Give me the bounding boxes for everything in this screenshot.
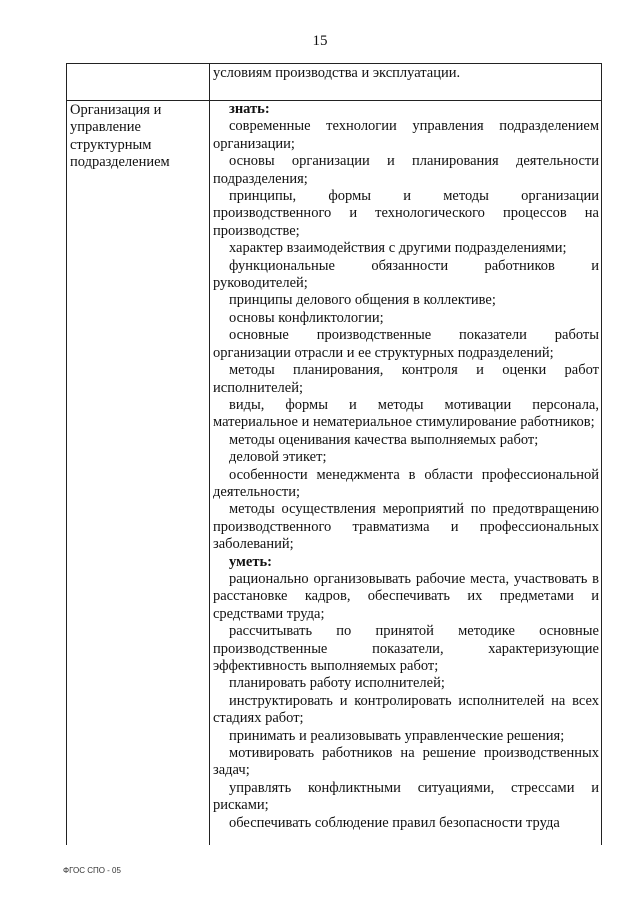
table-row-top xyxy=(67,64,601,101)
list-item: управлять конфликтными ситуациями, стрессами и рисками; xyxy=(213,779,599,814)
list-item: рационально организовывать рабочие места, участвовать в расстановке кадров, обеспечивать их предметами и средствами труда; xyxy=(213,570,599,622)
list-heading: знать: xyxy=(229,101,270,117)
footer-code: ФГОС СПО - 05 xyxy=(63,866,121,875)
list-item: мотивировать работников на решение производственных задач; xyxy=(213,745,599,779)
list-item: деловой этикет; xyxy=(229,449,327,466)
list-heading: уметь: xyxy=(229,553,272,570)
top-row-text: условиям производства и эксплуатации. xyxy=(213,65,461,81)
list-item: современные технологии управления подразделением организации; xyxy=(213,118,599,152)
list-item: особенности менеджмента в области профессиональной деятельности; xyxy=(213,466,599,500)
list-item: методы оценивания качества выполняемых работ; xyxy=(229,431,539,448)
list-item: методы осуществления мероприятий по предотвращению производственного травматизма и профессиональных заболеваний; xyxy=(213,501,599,553)
column-divider xyxy=(209,64,210,845)
list-item: принципы делового общения в коллективе; xyxy=(229,292,496,309)
section-title: Организация и управление структурным подразделением xyxy=(70,102,170,171)
list-item: обеспечивать соблюдение правил безопасности труда xyxy=(229,814,560,831)
list-item: основы конфликтологии; xyxy=(229,309,384,326)
list-item: основы организации и планирования деятельности подразделения; xyxy=(213,153,599,187)
list-item: рассчитывать по принятой методике основные производственные показатели, характеризующие эффективность выполняемых работ; xyxy=(213,623,599,674)
list-item: принимать и реализовывать управленческие решения; xyxy=(229,727,565,744)
list-item: методы планирования, контроля и оценки работ исполнителей; xyxy=(213,362,599,396)
list-item: основные производственные показатели работы организации отрасли и ее структурных подразделений; xyxy=(213,327,599,361)
list-item: планировать работу исполнителей; xyxy=(229,675,445,692)
requirements-table xyxy=(66,63,602,845)
list-item: характер взаимодействия с другими подразделениями; xyxy=(229,240,567,257)
page-number: 15 xyxy=(312,33,328,49)
list-item: виды, формы и методы мотивации персонала, материальное и нематериальное стимулирование работников; xyxy=(213,396,599,431)
list-item: инструктировать и контролировать исполнителей на всех стадиях работ; xyxy=(213,692,599,727)
list-item: функциональные обязанности работников и руководителей; xyxy=(213,257,599,292)
list-item: принципы, формы и методы организации производственного и технологического процессов на производстве; xyxy=(213,188,599,239)
requirements-list xyxy=(213,101,599,832)
